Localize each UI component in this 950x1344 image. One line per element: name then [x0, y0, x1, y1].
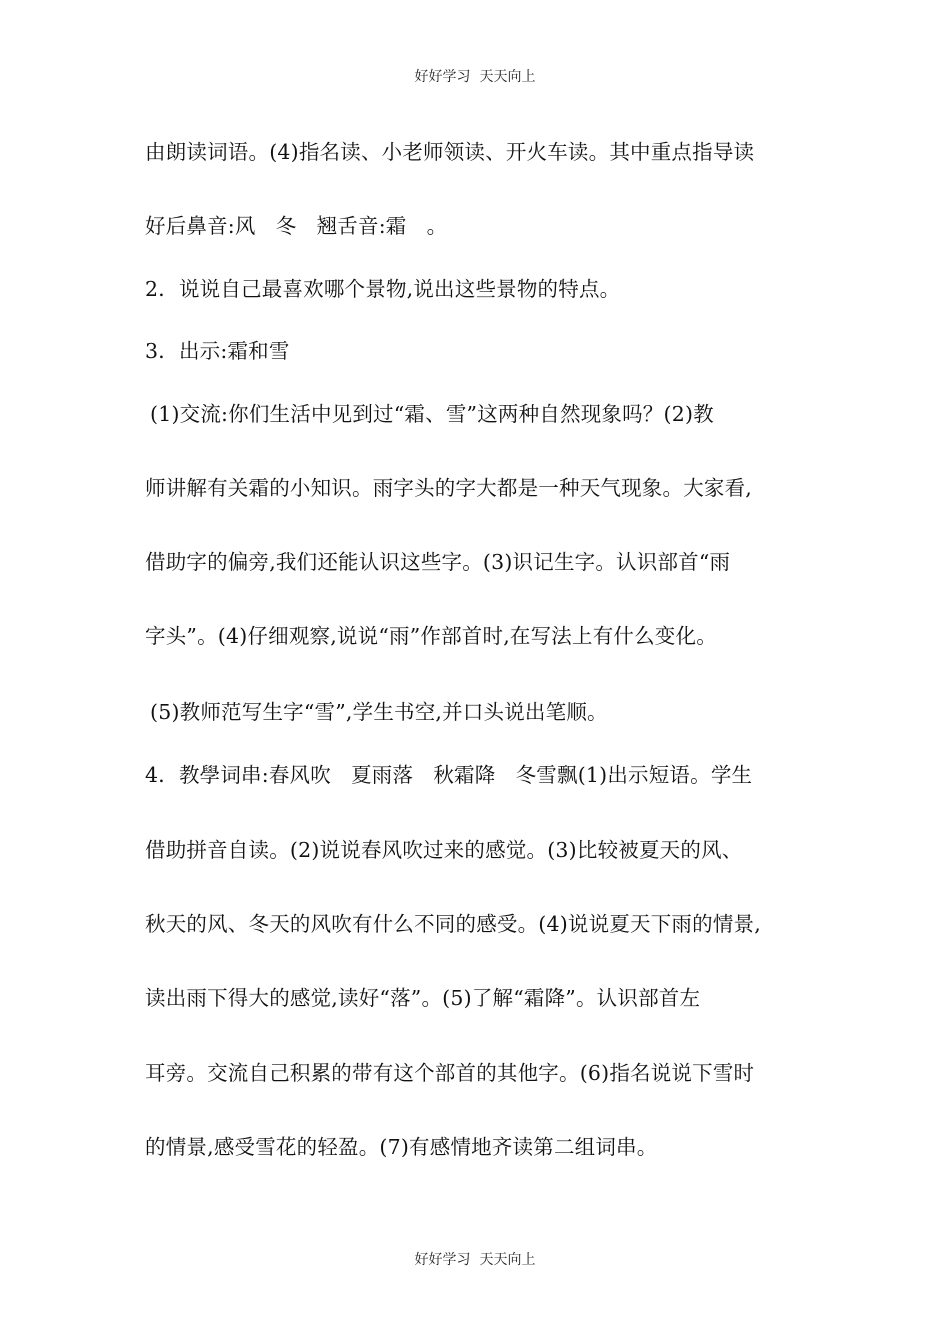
text-line: 秋天的风、冬天的风吹有什么不同的感受。(4)说说夏天下雨的情景, — [145, 912, 761, 936]
text-line: 字头”。(4)仔细观察,说说“雨”作部首时,在写法上有什么变化。 — [145, 624, 717, 648]
text-line: 由朗读词语。(4)指名读、小老师领读、开火车读。其中重点指导读 — [145, 140, 755, 164]
text-line: 借助字的偏旁,我们还能认识这些字。(3)识记生字。认识部首“雨 — [145, 550, 731, 574]
text-line: 好后鼻音:风 冬 翘舌音:霜 。 — [145, 214, 448, 238]
text-line: (1)交流:你们生活中见到过“霜、雪”这两种自然现象吗？(2)教 — [150, 402, 714, 426]
text-line: 耳旁。交流自己积累的带有这个部首的其他字。(6)指名说说下雪时 — [145, 1061, 755, 1085]
text-line: 的情景,感受雪花的轻盈。(7)有感情地齐读第二组词串。 — [145, 1135, 658, 1159]
page-footer: 好好学习 天天向上 — [414, 1252, 536, 1268]
text-line: 读出雨下得大的感觉,读好“落”。(5)了解“霜降”。认识部首左 — [145, 986, 701, 1010]
page-header: 好好学习 天天向上 — [414, 69, 536, 85]
text-line: 2．说说自己最喜欢哪个景物,说出这些景物的特点。 — [145, 277, 621, 301]
text-line: 借助拼音自读。(2)说说春风吹过来的感觉。(3)比较被夏天的风、 — [145, 838, 743, 862]
text-line: 4．教學词串:春风吹 夏雨落 秋霜降 冬雪飘(1)出示短语。学生 — [145, 763, 753, 787]
text-line: 3．出示:霜和雪 — [145, 339, 290, 363]
text-line: 师讲解有关霜的小知识。雨字头的字大都是一种天气现象。大家看, — [145, 476, 753, 500]
text-line: (5)教师范写生字“雪”,学生书空,并口头说出笔顺。 — [150, 700, 608, 724]
